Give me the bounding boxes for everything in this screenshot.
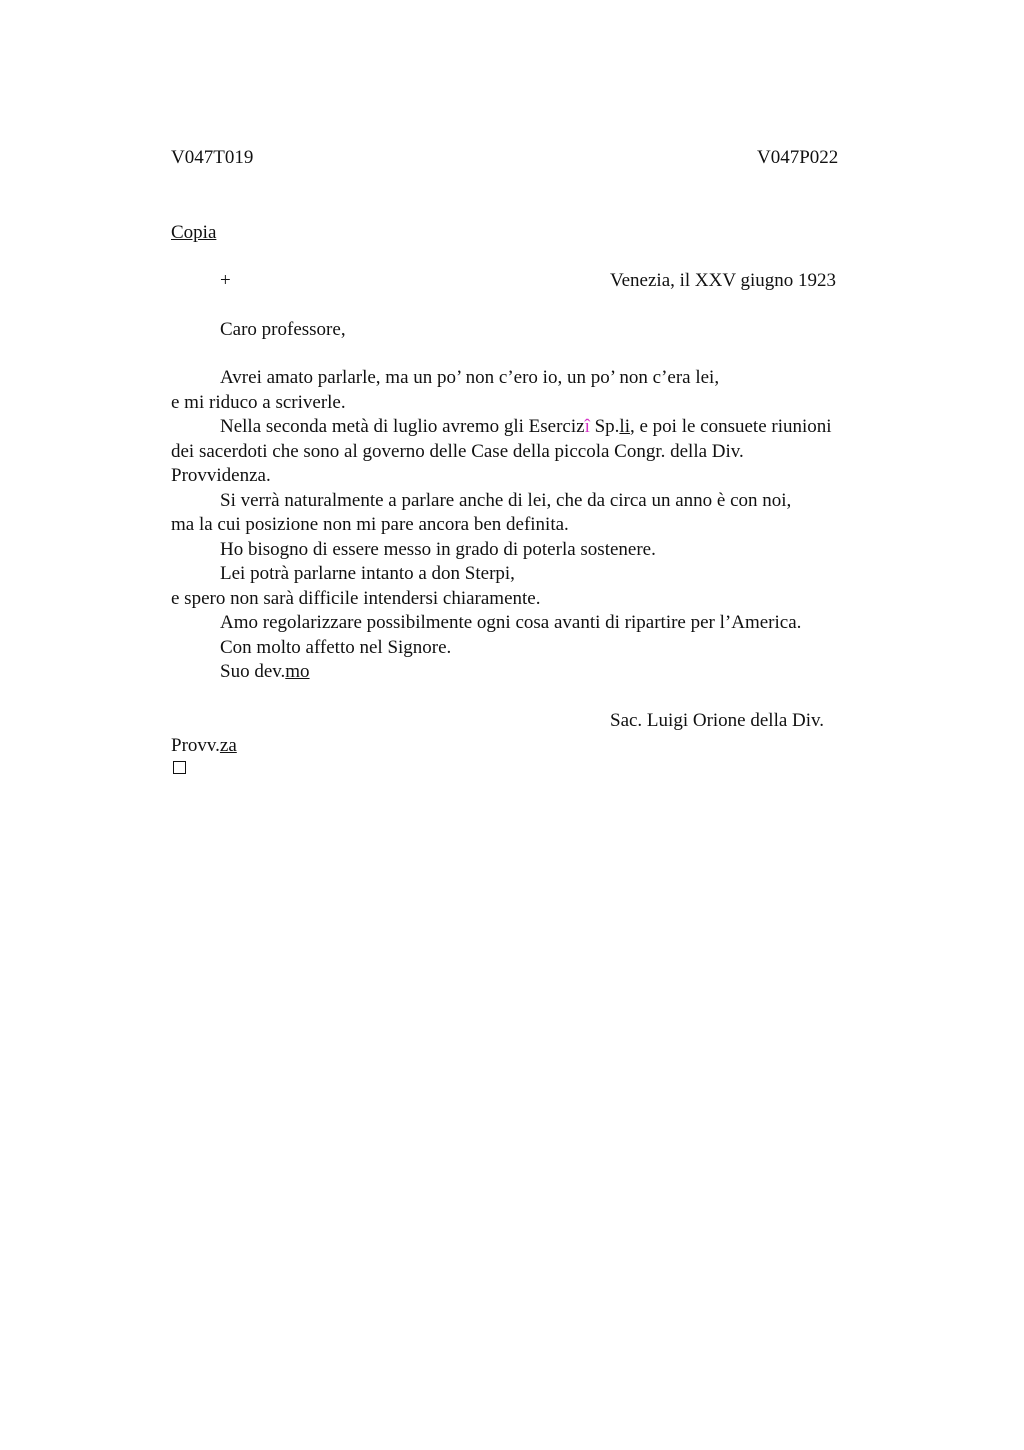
signature-prefix: Provv. (171, 735, 220, 756)
cross-symbol: + (220, 270, 231, 291)
body-line: Ho bisogno di essere messo in grado di poterla sostenere. (220, 538, 656, 560)
document-code-left: V047T019 (171, 147, 254, 168)
body-line: e spero non sarà difficile intendersi chiaramente. (171, 587, 541, 609)
body-line: Si verrà naturalmente a parlare anche di lei, che da circa un anno è con noi, (220, 489, 792, 511)
letter-body (171, 366, 891, 685)
esercizi-text: Nella seconda metà di luglio avremo gli Esercizî Sp.li, e poi le consuete riunioni (220, 416, 832, 437)
document-code-right: V047P022 (757, 147, 839, 168)
signature-superscript: za (219, 735, 237, 756)
body-line: ma la cui posizione non mi pare ancora ben definita. (171, 514, 569, 535)
body-line: Avrei amato parlarle, ma un po’ non c’ero io, un po’ non c’era lei, (220, 367, 720, 388)
body-line-esercizi (171, 415, 891, 440)
signature-provvidenza (171, 734, 237, 758)
checkbox-square-icon (173, 761, 186, 774)
body-line: Amo regolarizzare possibilmente ogni cosa avanti di ripartire per l’America. (220, 612, 802, 633)
closing-prefix: Suo dev. (220, 661, 286, 682)
signature-line: Sac. Luigi Orione della Div. (610, 710, 825, 731)
accent-letter: î (584, 416, 590, 437)
place-date: Venezia, il XXV giugno 1923 (610, 270, 837, 291)
body-line: Lei potrà parlarne intanto a don Sterpi, (220, 563, 515, 584)
body-line: e mi riduco a scriverle. (171, 391, 346, 413)
body-line: Provvidenza. (171, 465, 271, 486)
copia-label: Copia (171, 222, 217, 243)
closing-superscript: mo (285, 661, 310, 682)
abbrev-superscript: li (619, 416, 630, 437)
body-line: dei sacerdoti che sono al governo delle Case della piccola Congr. della Div. (171, 440, 744, 462)
closing-line (171, 660, 891, 685)
salutation: Caro professore, (220, 319, 346, 340)
body-line: Con molto affetto nel Signore. (220, 636, 452, 658)
